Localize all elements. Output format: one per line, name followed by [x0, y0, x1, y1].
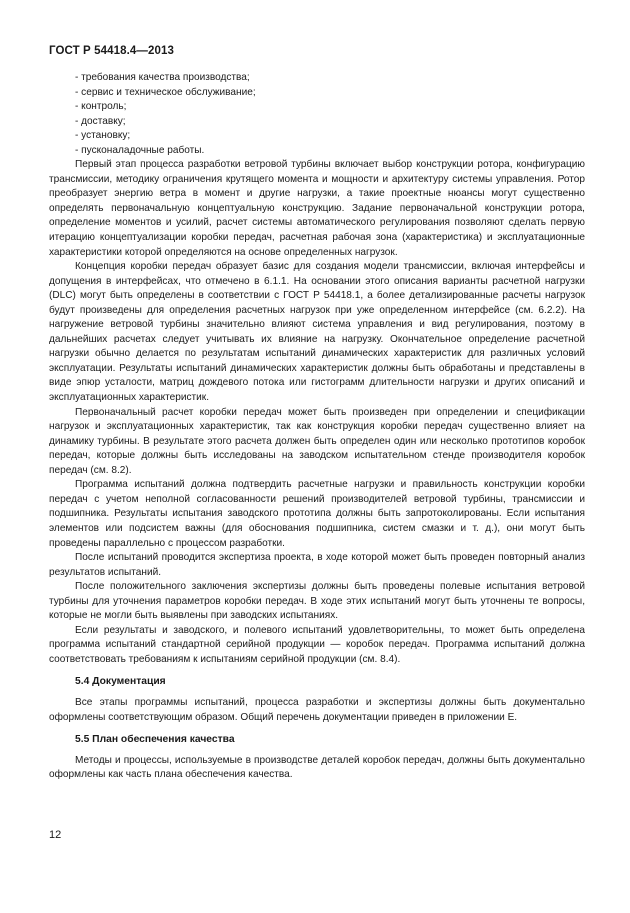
section-heading-documentation: 5.4 Документация — [75, 676, 166, 688]
list-item: - установку; — [75, 130, 131, 142]
list-item: - требования качества производства; — [75, 72, 250, 83]
list-item: - пусконаладочные работы. — [75, 144, 205, 156]
list-item: - сервис и техническое обслуживание; — [75, 86, 256, 98]
page-number: 12 — [49, 829, 62, 841]
document-header: ГОСТ Р 54418.4—2013 — [49, 45, 174, 57]
paragraph-design-stage: Первый этап процесса разработки ветровой турбины включает выбор конструкции ротора, конфигурацию трансмиссии, методику ограничения крутящего момента и мощности и архитектуру системы управления. Ротор преобразует энергию ветра в момент и другие нагрузки, а такие проектные нюансы могут существенно определять первоначальную концептуальную конструкцию. Задание первоначальной конструкции ротора, определение моментов и усилий, расчет системы автоматического регулирования позволяют сделать первую итерацию концептуализации коробки передач, расчетная рабочая зона (характеристика) и эксплуатационные характеристики которой определяются на основе определенных нагрузок. — [49, 159, 585, 258]
paragraph-field-testing: После положительного заключения экспертизы должны быть проведены полевые испытания ветровой турбины для уточнения параметров коробки передач. В ходе этих испытаний могут быть уточнены те вопросы, которые не могли быть выявлены при заводских испытаниях. — [49, 581, 585, 622]
paragraph-test-program: Программа испытаний должна подтвердить расчетные нагрузки и правильность конструкции коробки передач с учетом неполной согласованности решений производителей ветровой турбины, трансмиссии и подшипника. Результаты испытания заводского прототипа должны быть запротоколированы. Если испытания элементов или подсистем важны (для обоснования подшипника, систем смазки и т. д.), они могут быть проведены параллельно с процессом разработки. — [49, 479, 585, 549]
paragraph-serial-production: Если результаты и заводского, и полевого испытаний удовлетворительны, то может быть определена программа испытаний стандартной серийной продукции — коробок передач. Программа испытаний должна соответствовать требованиям к испытаниям серийной продукции (см. 8.4). — [49, 624, 585, 665]
paragraph-design-review: После испытаний проводится экспертиза проекта, в ходе которой может быть проведен повторный анализ результатов испытаний. — [49, 552, 585, 578]
section-heading-quality-plan: 5.5 План обеспечения качества — [75, 734, 235, 746]
paragraph-quality-plan: Методы и процессы, используемые в производстве деталей коробок передач, должны быть документально оформлены как часть плана обеспечения качества. — [49, 754, 585, 781]
document-body — [49, 71, 585, 783]
paragraph-initial-calculation: Первоначальный расчет коробки передач может быть произведен при определении и спецификации нагрузок и эксплуатационных характеристик, так как конструкция коробки передач существенно влияет на динамику турбины. В результате этого расчета должен быть определен один или несколько прототипов коробок передач, которые должны быть исследованы на заводском испытательном стенде производителя коробок передач (см. 8.2). — [49, 406, 585, 476]
list-item: - доставку; — [75, 115, 126, 127]
paragraph-gearbox-concept: Концепция коробки передач образует базис для создания модели трансмиссии, включая интерфейсы и допущения в интерфейсах, что отмечено в 6.1.1. На основании этого описания варианты расчетной нагрузки (DLC) могут быть определены в соответствии с ГОСТ Р 54418.1, а более детализированные расчеты нагрузок будут произведены для определения расчетных нагрузок при уже определенном интерфейсе (см. 6.2.2). На нагружение ветровой турбины значительно влияют система управления и вид регулирования, поэтому в дальнейших расчетах следует учитывать их влияние на нагрузку. Окончательное определение расчетной нагрузки обычно делается по результатам испытаний динамических характеристик для различных условий эксплуатации. Результаты испытаний динамических характеристик должны быть обработаны и представлены в виде эпюр усталости, матриц дождевого потока или гистограмм длительности нагрузки и других описаний и эксплуатационных характеристик. — [49, 261, 585, 404]
paragraph-documentation: Все этапы программы испытаний, процесса разработки и экспертизы должны быть документально оформлены соответствующим образом. Общий перечень документации приведен в приложении Е. — [49, 696, 585, 723]
list-item: - контроль; — [75, 101, 127, 113]
